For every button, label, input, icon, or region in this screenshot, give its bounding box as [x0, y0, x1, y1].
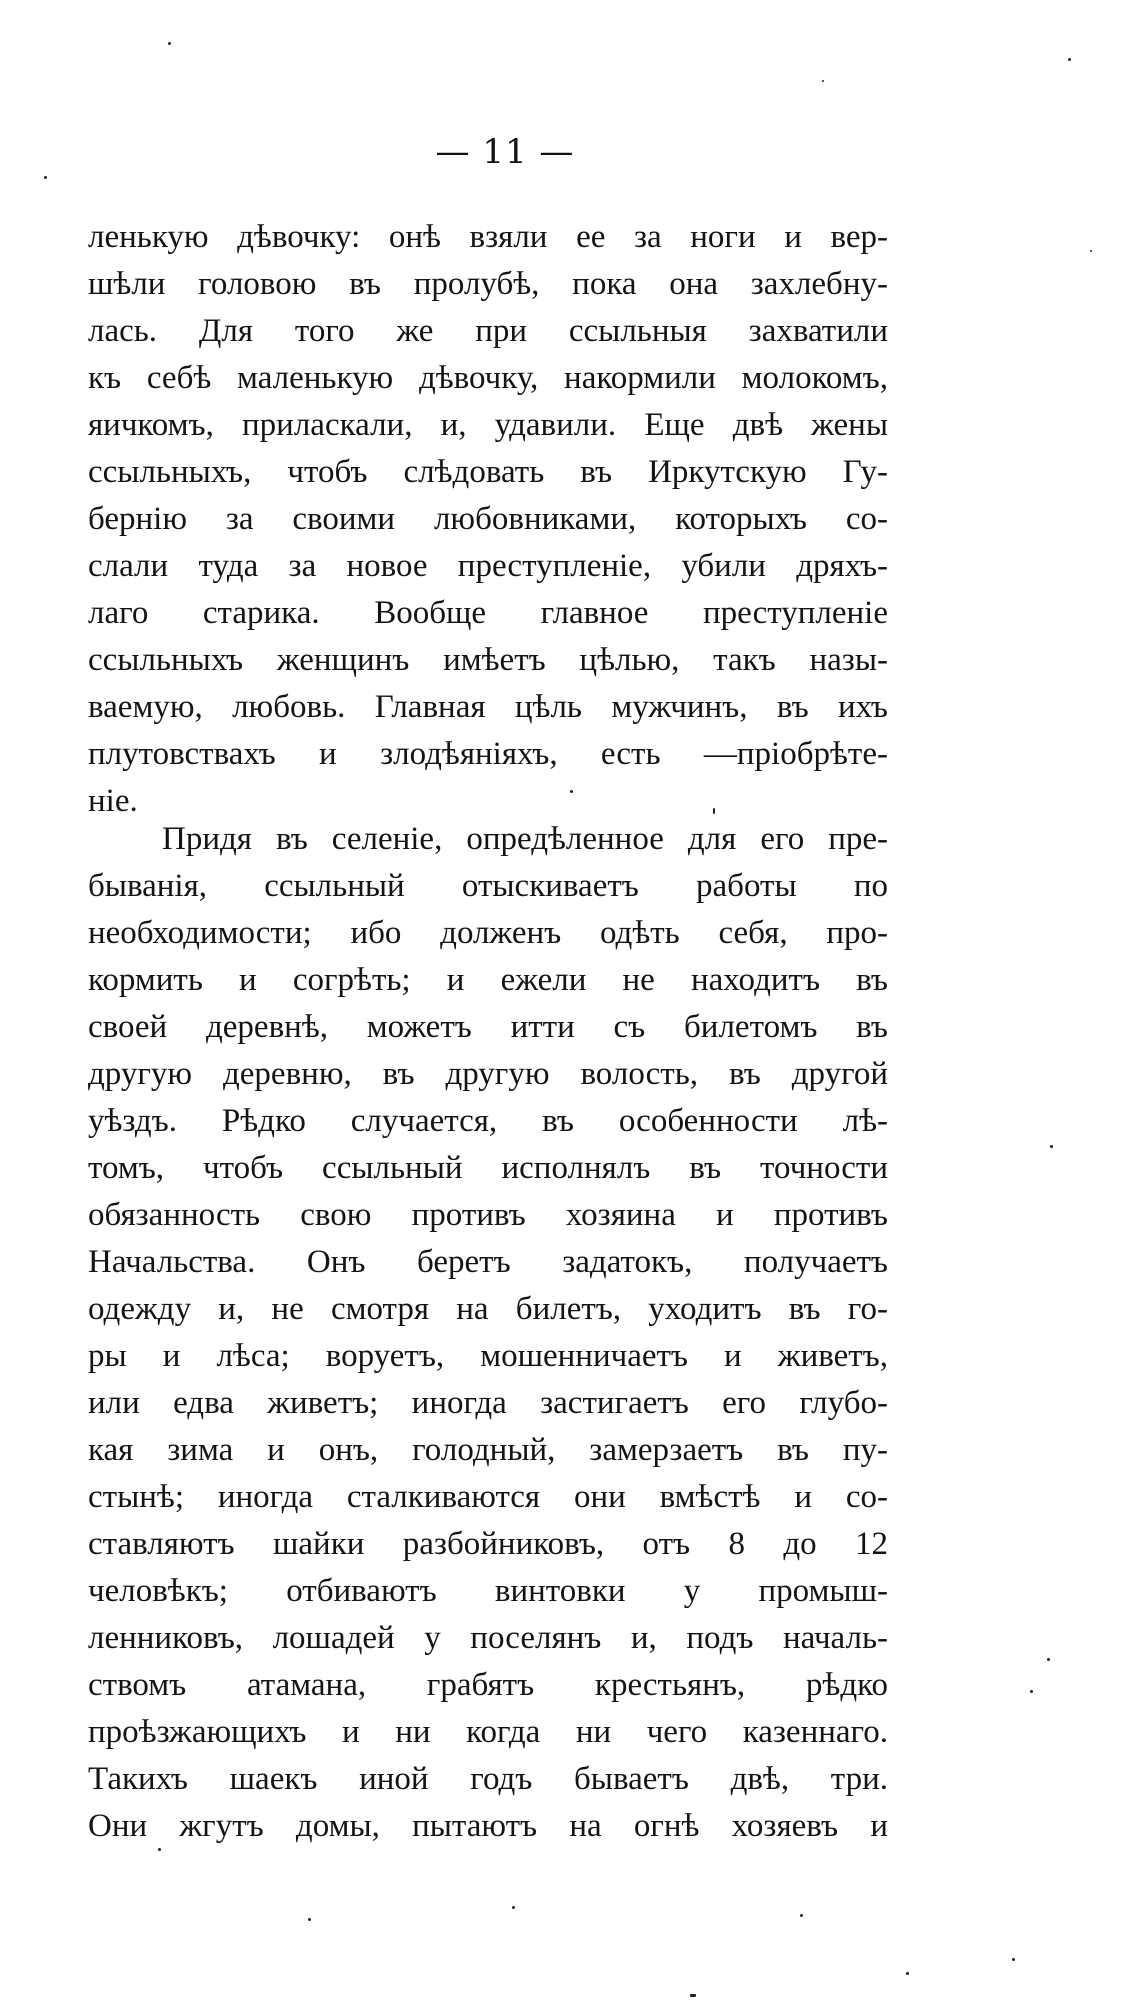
text-line: ставляютъ шайки разбойниковъ, отъ 8 до 12: [88, 1526, 888, 1562]
text-line: или едва живетъ; иногда застигаетъ его глубо-: [88, 1385, 888, 1421]
paragraph-2: [88, 816, 888, 1850]
text-line: человѣкъ; отбиваютъ винтовки у промыш-: [88, 1573, 888, 1609]
text-line: кормить и согрѣть; и ежели не находитъ въ: [88, 962, 888, 998]
text-line: своей деревнѣ, можетъ итти съ билетомъ въ: [88, 1009, 888, 1045]
text-line: плутовствахъ и злодѣяніяхъ, есть —пріобрѣте-: [88, 736, 888, 772]
scan-speck: [1068, 58, 1071, 61]
text-line: ленниковъ, лошадей у поселянъ и, подъ началь-: [88, 1620, 888, 1656]
scan-speck: [512, 1906, 515, 1909]
text-line: яичкомъ, приласкали, и, удавили. Еще двѣ жены: [88, 407, 888, 443]
scan-speck: [1047, 1658, 1050, 1661]
scan-speck: [690, 1994, 696, 1997]
text-line: проѣзжающихъ и ни когда ни чего казеннаго.: [88, 1714, 888, 1750]
scan-speck: [44, 176, 47, 179]
scan-speck: [906, 1972, 909, 1975]
text-line: шѣли головою въ пролубѣ, пока она захлебну-: [88, 266, 888, 302]
text-line: одежду и, не смотря на билетъ, уходитъ въ го-: [88, 1291, 888, 1327]
scan-speck: [168, 42, 171, 45]
text-line: бернію за своими любовниками, которыхъ со-: [88, 501, 888, 537]
text-line: къ себѣ маленькую дѣвочку, накормили молокомъ,: [88, 360, 888, 396]
text-line: ры и лѣса; воруетъ, мошенничаетъ и живетъ,: [88, 1338, 888, 1374]
text-line: ленькую дѣвочку: онѣ взяли ее за ноги и вер-: [88, 219, 888, 255]
text-line: обязанность свою противъ хозяина и противъ: [88, 1197, 888, 1233]
text-line: Придя въ селеніе, опредѣленное для его пре-: [162, 821, 888, 857]
text-line: ствомъ атамана, грабятъ крестьянъ, рѣдко: [88, 1667, 888, 1703]
scan-speck: [1090, 250, 1092, 252]
scan-speck: [822, 80, 824, 82]
text-line: ссыльныхъ, чтобъ слѣдовать въ Иркутскую Гу-: [88, 454, 888, 490]
scan-speck: [570, 790, 573, 793]
scan-speck: [1030, 1690, 1033, 1693]
scan-speck: [1050, 1145, 1053, 1148]
text-line: кая зима и онъ, голодный, замерзаетъ въ пу-: [88, 1432, 888, 1468]
text-line: необходимости; ибо долженъ одѣть себя, про-: [88, 915, 888, 951]
text-line: Они жгутъ домы, пытаютъ на огнѣ хозяевъ и: [88, 1808, 888, 1844]
paragraph-1: [88, 214, 888, 825]
text-line: лаго старика. Вообще главное преступленіе: [88, 595, 888, 631]
scan-speck: [1012, 1958, 1015, 1961]
text-line: Начальства. Онъ беретъ задатокъ, получаетъ: [88, 1244, 888, 1280]
text-line: другую деревню, въ другую волость, въ другой: [88, 1056, 888, 1092]
scan-speck: [800, 1914, 803, 1917]
scan-speck: [158, 1848, 161, 1851]
text-line: Такихъ шаекъ иной годъ бываетъ двѣ, три.: [88, 1761, 888, 1797]
text-line: лась. Для того же при ссыльныя захватили: [88, 313, 888, 349]
text-line: быванія, ссыльный отыскиваетъ работы по: [88, 868, 888, 904]
scan-speck: [308, 1918, 311, 1921]
text-line: ваемую, любовь. Главная цѣль мужчинъ, въ ихъ: [88, 689, 888, 725]
text-line: уѣздъ. Рѣдко случается, въ особенности лѣ-: [88, 1103, 888, 1139]
page-number: — 11 —: [435, 132, 575, 172]
text-line: ссыльныхъ женщинъ имѣетъ цѣлью, такъ назы-: [88, 642, 888, 678]
text-line: стынѣ; иногда сталкиваются они вмѣстѣ и со-: [88, 1479, 888, 1515]
text-line: слали туда за новое преступленіе, убили дряхъ-: [88, 548, 888, 584]
scan-speck: [713, 808, 715, 814]
text-line: томъ, чтобъ ссыльный исполнялъ въ точности: [88, 1150, 888, 1186]
text-line: ніе.: [88, 783, 138, 819]
